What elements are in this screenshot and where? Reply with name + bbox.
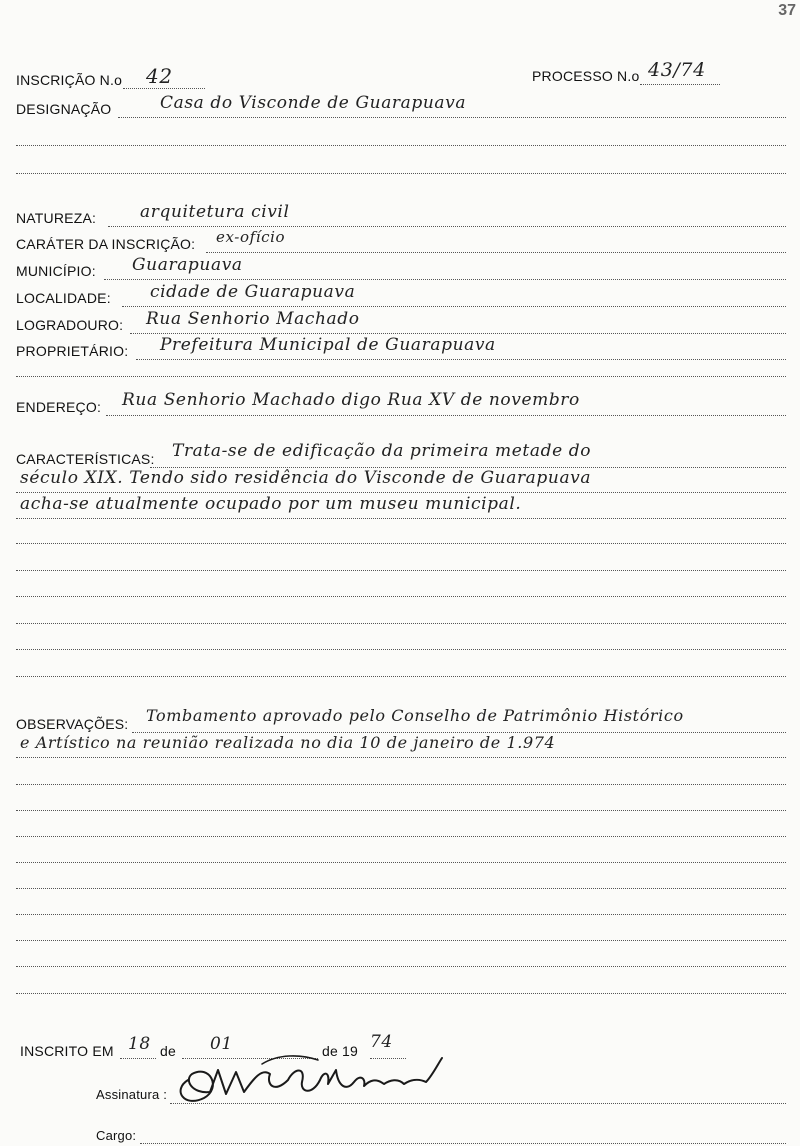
blank-line	[16, 888, 786, 889]
processo-line	[640, 84, 720, 85]
caracteristicas-text-2: século XIX. Tendo sido residência do Visconde de Guarapuava	[20, 468, 592, 488]
designacao-value: Casa do Visconde de Guarapuava	[160, 93, 467, 113]
processo-label: PROCESSO N.o	[532, 68, 640, 84]
inscrito-year: 74	[370, 1032, 393, 1052]
processo-value: 43/74	[648, 59, 706, 81]
blank-line	[16, 836, 786, 837]
designacao-label: DESIGNAÇÃO	[16, 101, 112, 117]
inscricao-value: 42	[146, 64, 173, 88]
endereco-value: Rua Senhorio Machado digo Rua XV de novembro	[122, 390, 580, 410]
blank-line	[16, 993, 786, 994]
inscrito-month: 01	[210, 1034, 233, 1054]
observacoes-text-1: Tombamento aprovado pelo Conselho de Patrimônio Histórico	[146, 706, 684, 725]
logradouro-line	[130, 333, 786, 334]
blank-line	[16, 649, 786, 650]
inscricao-line	[123, 88, 205, 89]
blank-line	[16, 676, 786, 677]
localidade-line	[122, 306, 786, 307]
blank-line	[16, 543, 786, 544]
carater-value: ex-ofício	[216, 228, 286, 246]
proprietario-label: PROPRIETÁRIO:	[16, 343, 129, 359]
caracteristicas-label: CARACTERÍSTICAS:	[16, 451, 155, 467]
logradouro-label: LOGRADOURO:	[16, 317, 124, 333]
inscrito-de-1: de	[160, 1043, 176, 1059]
proprietario-line-2	[16, 376, 786, 377]
observacoes-text-2: e Artístico na reunião realizada no dia 10 de janeiro de 1.974	[20, 733, 556, 752]
caracteristicas-text-1: Trata-se de edificação da primeira metade do	[172, 441, 592, 461]
endereco-line	[106, 415, 786, 416]
caracteristicas-line-2	[16, 492, 786, 493]
natureza-label: NATUREZA:	[16, 210, 97, 226]
observacoes-label: OBSERVAÇÕES:	[16, 716, 129, 732]
proprietario-value: Prefeitura Municipal de Guarapuava	[160, 335, 496, 355]
inscrito-day: 18	[128, 1034, 151, 1054]
carater-label: CARÁTER DA INSCRIÇÃO:	[16, 236, 196, 252]
municipio-line	[104, 279, 786, 280]
caracteristicas-line-3	[16, 518, 786, 519]
blank-line	[16, 940, 786, 941]
blank-line	[16, 914, 786, 915]
natureza-line	[108, 226, 786, 227]
endereco-label: ENDEREÇO:	[16, 399, 102, 415]
designacao-line-3	[16, 173, 786, 174]
municipio-label: MUNICÍPIO:	[16, 263, 96, 279]
blank-line	[16, 810, 786, 811]
blank-line	[16, 570, 786, 571]
designacao-line-2	[16, 145, 786, 146]
assinatura-label: Assinatura :	[96, 1087, 168, 1102]
caracteristicas-text-3: acha-se atualmente ocupado por um museu municipal.	[20, 494, 522, 514]
localidade-label: LOCALIDADE:	[16, 290, 111, 306]
designacao-line	[118, 117, 786, 118]
cargo-line	[140, 1143, 786, 1144]
inscrito-day-line	[120, 1058, 156, 1059]
blank-line	[16, 784, 786, 785]
blank-line	[16, 596, 786, 597]
blank-line	[16, 862, 786, 863]
inscrito-label: INSCRITO EM	[20, 1043, 114, 1059]
localidade-value: cidade de Guarapuava	[150, 282, 356, 302]
inscrito-de-2: de 19	[322, 1043, 359, 1059]
observacoes-line-2	[16, 757, 786, 758]
blank-line	[16, 966, 786, 967]
blank-line	[16, 623, 786, 624]
signature-image	[170, 1050, 460, 1110]
carater-line	[206, 252, 786, 253]
cargo-label: Cargo:	[96, 1128, 137, 1143]
inscricao-label: INSCRIÇÃO N.o	[16, 72, 123, 88]
page-number: 37	[778, 2, 796, 19]
municipio-value: Guarapuava	[132, 255, 243, 275]
proprietario-line	[136, 359, 786, 360]
logradouro-value: Rua Senhorio Machado	[146, 309, 360, 329]
natureza-value: arquitetura civil	[140, 202, 290, 222]
